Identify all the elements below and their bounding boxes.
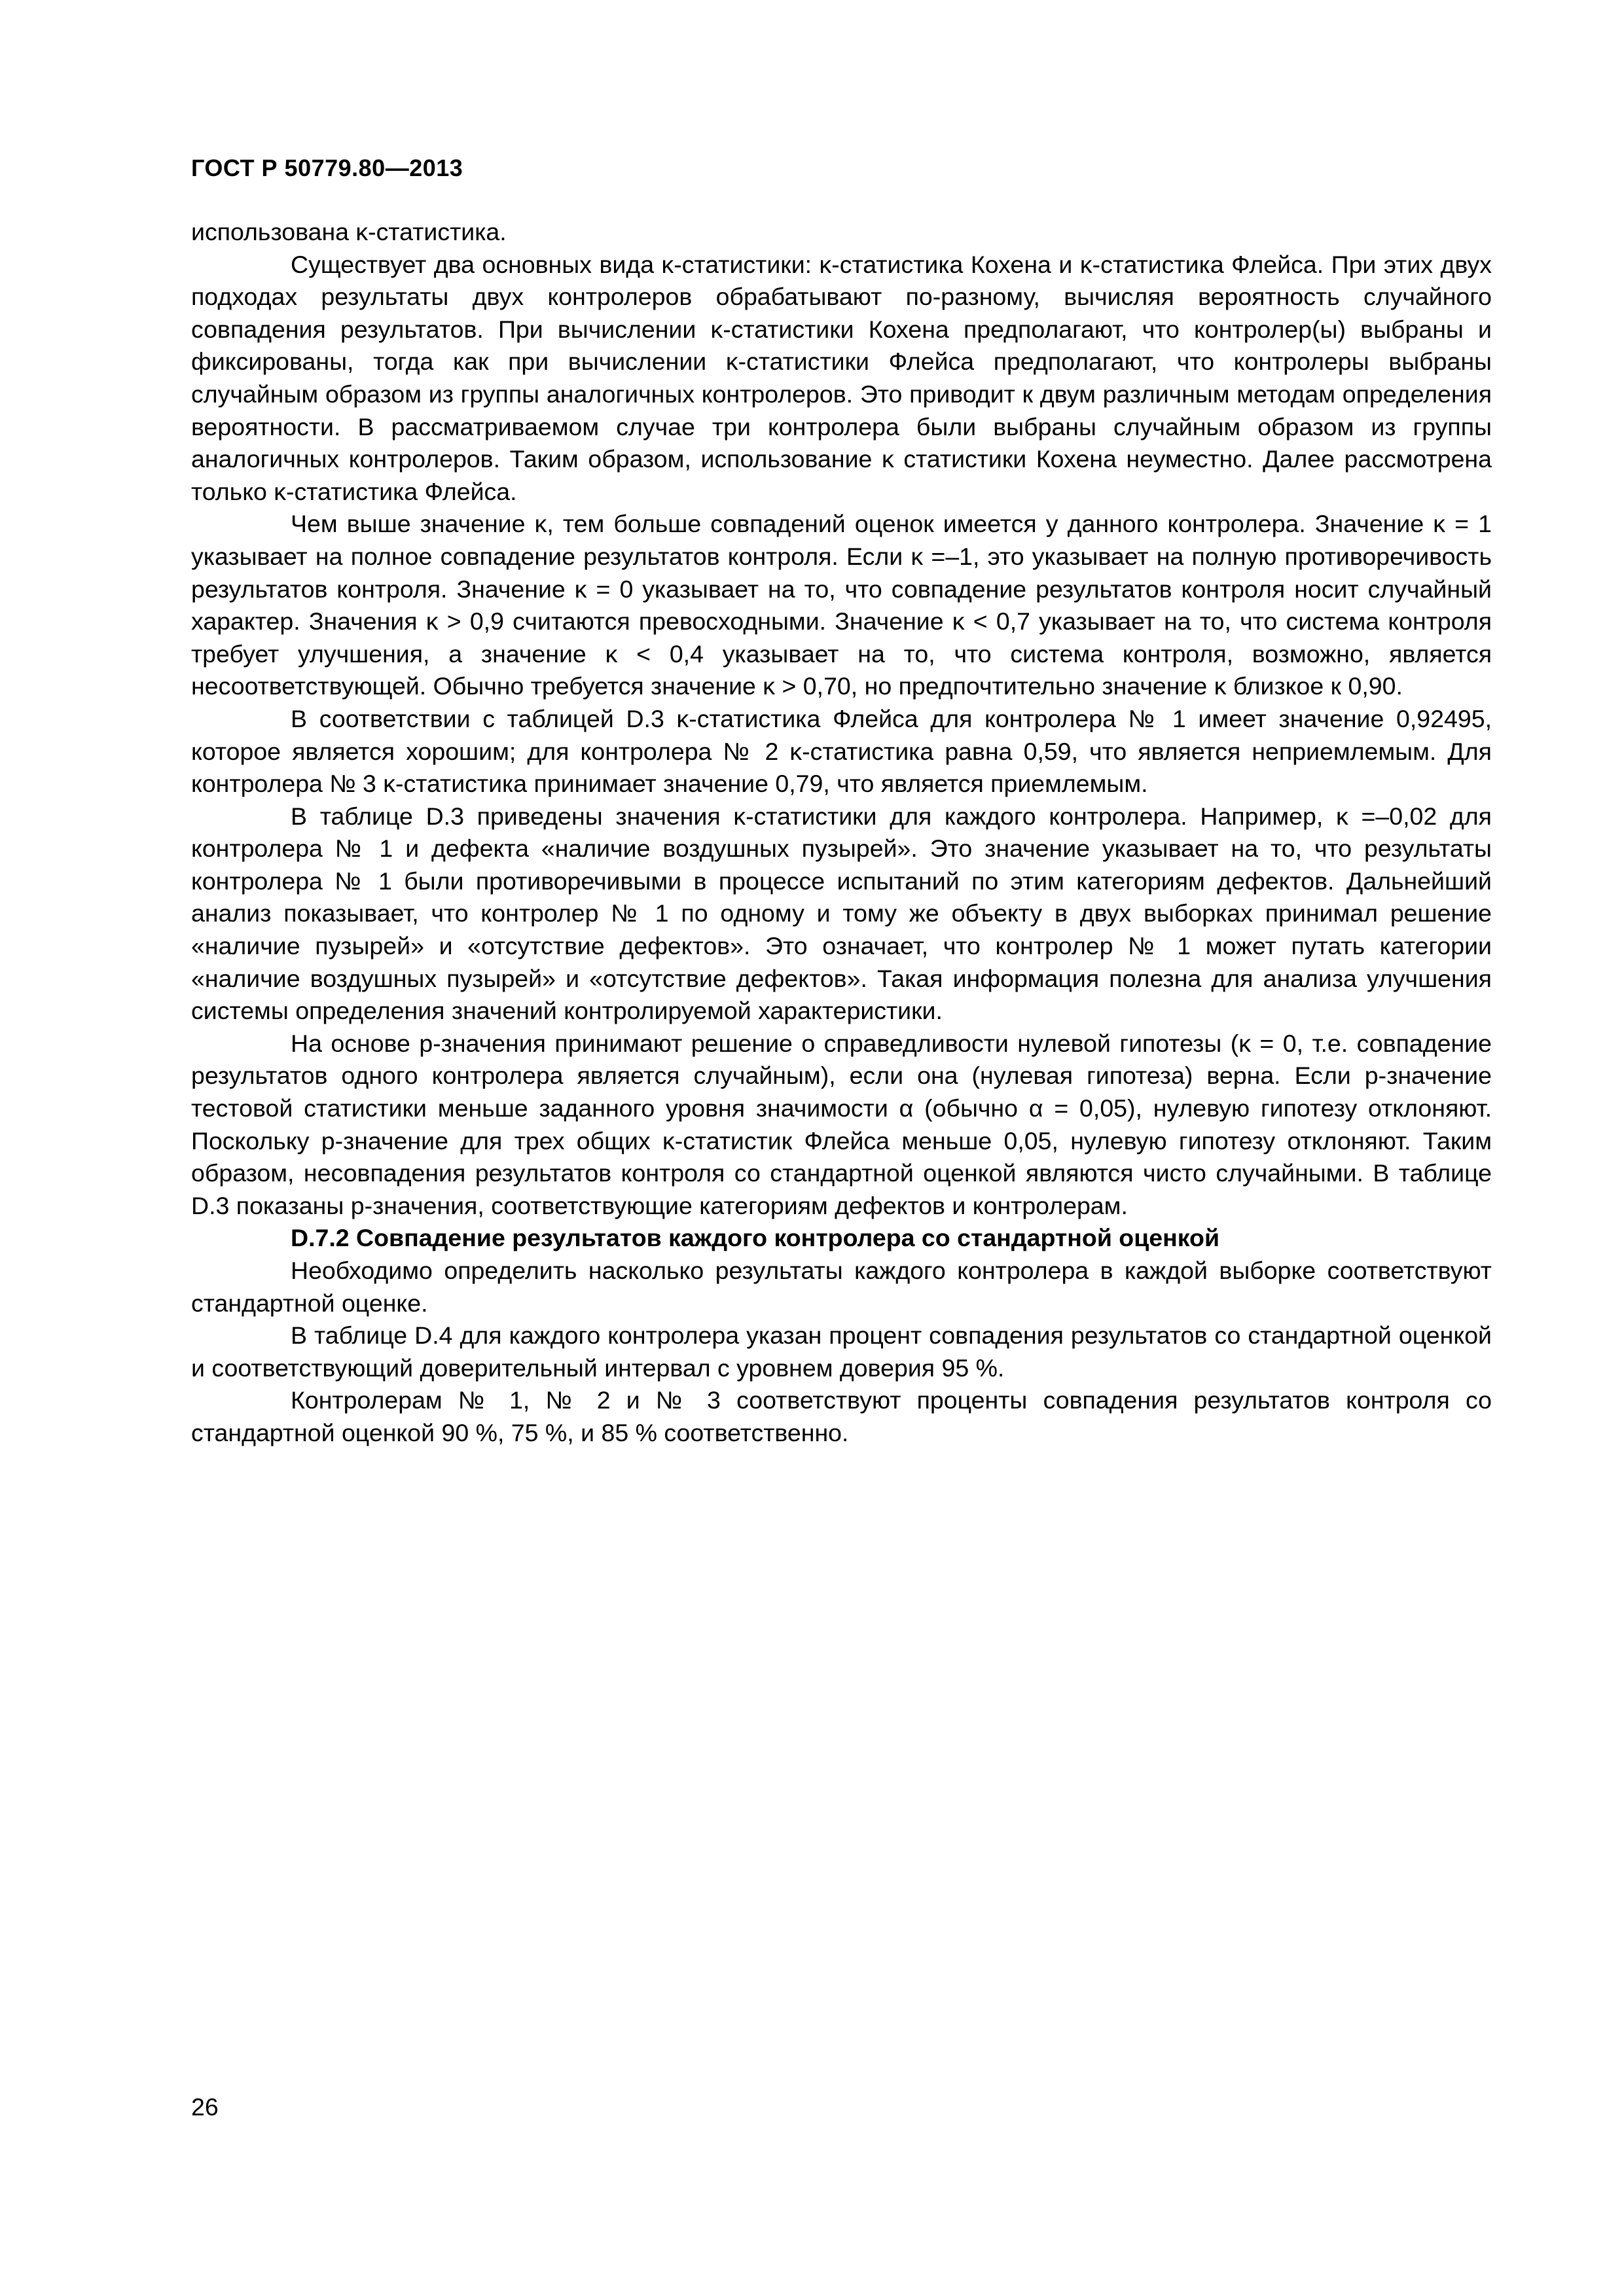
paragraph: Чем выше значение κ, тем больше совпадений оценок имеется у данного контролера. Значение κ = 1 указывает на полное совпадение результатов контроля. Если κ =–1, это указывает на полную противоречивость результатов контроля. Значение κ = 0 указывает на то, что совпадение результатов контроля носит случайный характер. Значения κ > 0,9 считаются превосходными. Значение κ < 0,7 указывает на то, что система контроля требует улучшения, а значение κ < 0,4 указывает на то, что система контроля, возможно, является несоответствующей. Обычно требуется значение κ > 0,70, но предпочтительно значение κ близкое к 0,90.: [191, 510, 1492, 700]
page-body: [191, 216, 1492, 1450]
paragraph: Существует два основных вида κ-статистики: κ-статистика Кохена и κ-статистика Флейса. При этих двух подходах результаты двух контролеров обрабатывают по-разному, вычисляя вероятность случайного совпадения результатов. При вычислении κ-статистики Кохена предполагают, что контролер(ы) выбраны и фиксированы, тогда как при вычислении κ-статистики Флейса предполагают, что контролеры выбраны случайным образом из группы аналогичных контролеров. Это приводит к двум различным методам определения вероятности. В рассматриваемом случае три контролера были выбраны случайным образом из группы аналогичных контролеров. Таким образом, использование κ статистики Кохена неуместно. Далее рассмотрена только κ-статистика Флейса.: [191, 250, 1492, 505]
paragraph: использована κ-статистика.: [191, 218, 507, 245]
paragraph: Необходимо определить насколько результаты каждого контролера в каждой выборке соответствуют стандартной оценке.: [191, 1257, 1492, 1317]
paragraph: Контролерам № 1, № 2 и № 3 соответствуют проценты совпадения результатов контроля со стандартной оценкой 90 %, 75 %, и 85 % соответственно.: [191, 1386, 1492, 1446]
paragraph: В таблице D.4 для каждого контролера указан процент совпадения результатов со стандартной оценкой и соответствующий доверительный интервал с уровнем доверия 95 %.: [191, 1321, 1492, 1382]
paragraph: На основе p-значения принимают решение о справедливости нулевой гипотезы (κ = 0, т.е. совпадение результатов одного контролера является случайным), если она (нулевая гипотеза) верна. Если p-значение тестовой статистики меньше заданного уровня значимости α (обычно α = 0,05), нулевую гипотезу отклоняют. Поскольку p-значение для трех общих κ-статистик Флейса меньше 0,05, нулевую гипотезу отклоняют. Таким образом, несовпадения результатов контроля со стандартной оценкой являются чисто случайными. В таблице D.3 показаны p-значения, соответствующие категориям дефектов и контролерам.: [191, 1029, 1492, 1219]
page-number: 26: [191, 2093, 219, 2121]
paragraph: В таблице D.3 приведены значения κ-статистики для каждого контролера. Например, κ =–0,02 для контролера № 1 и дефекта «наличие воздушных пузырей». Это значение указывает на то, что результаты контролера № 1 были противоречивыми в процессе испытаний по этим категориям дефектов. Дальнейший анализ показывает, что контролер № 1 по одному и тому же объекту в двух выборках принимал решение «наличие пузырей» и «отсутствие дефектов». Это означает, что контролер № 1 может путать категории «наличие воздушных пузырей» и «отсутствие дефектов». Такая информация полезна для анализа улучшения системы определения значений контролируемой характеристики.: [191, 802, 1492, 1025]
paragraph: В соответствии с таблицей D.3 κ-статистика Флейса для контролера № 1 имеет значение 0,92495, которое является хорошим; для контролера № 2 κ-статистика равна 0,59, что является неприемлемым. Для контролера № 3 κ-статистика принимает значение 0,79, что является приемлемым.: [191, 704, 1492, 798]
document-header: ГОСТ Р 50779.80—2013: [191, 154, 463, 181]
section-heading: D.7.2 Совпадение результатов каждого контролера со стандартной оценкой: [291, 1224, 1219, 1252]
